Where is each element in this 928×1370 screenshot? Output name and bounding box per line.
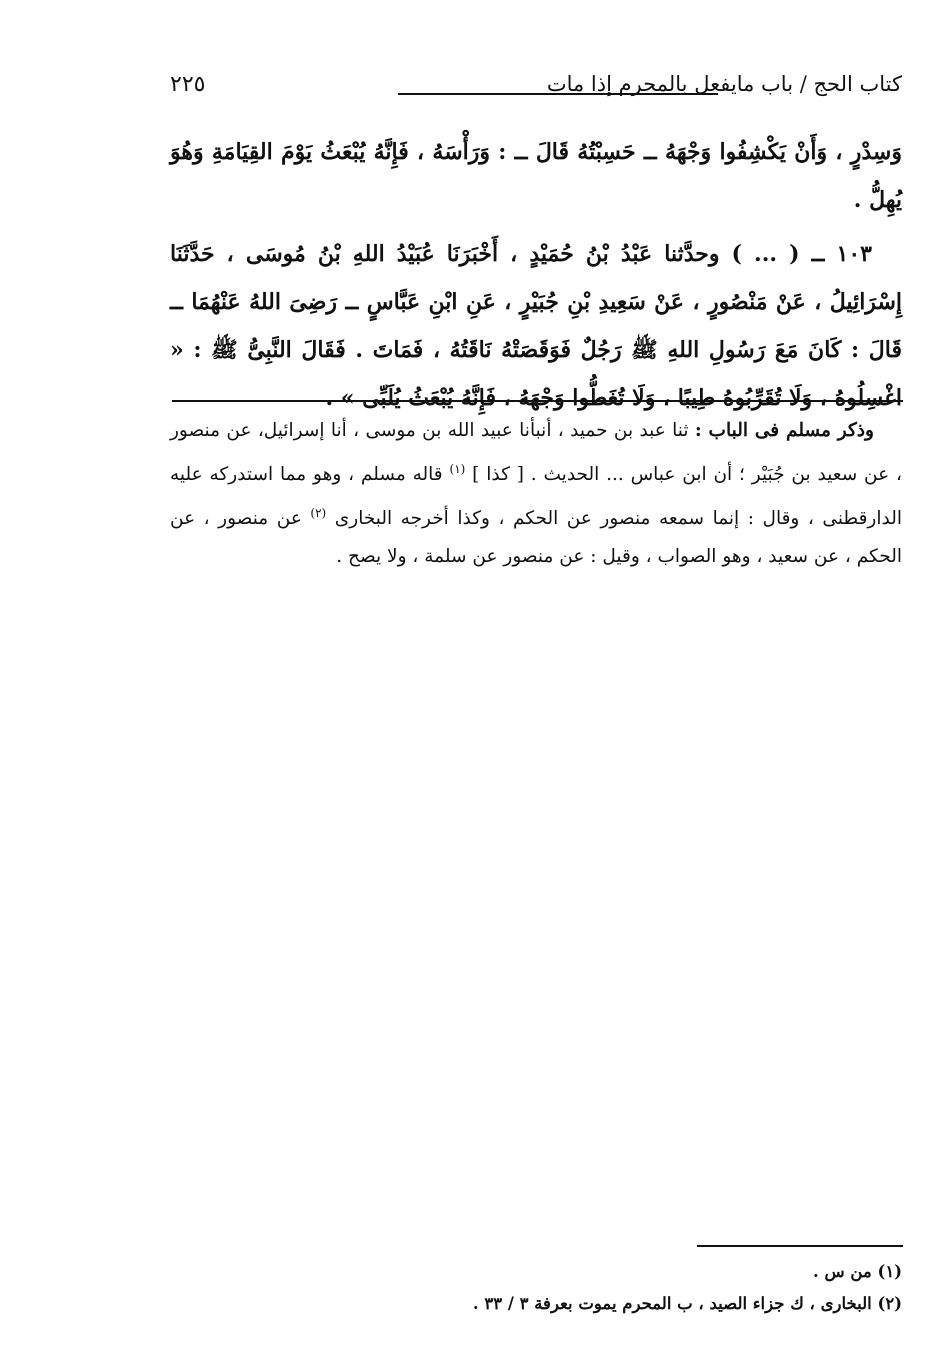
commentary-text-2: قاله مسلم ، وهو مما استدركه عليه الدارقطنى ، وقال : إنما سمعه منصور عن الحكم ، وكذا أخرجه البخارى — [170, 464, 902, 530]
page-header — [170, 72, 902, 108]
hadith-103-paragraph: ١٠٣ ــ ( ... ) وحدَّثنا عَبْدُ بْنُ حُمَيْدٍ ، أَخْبَرَنَا عُبَيْدُ اللهِ بْنُ مُوسَى ، حَدَّثَنَا إِسْرَائِيلُ ، عَنْ مَنْصُورٍ ، عَنْ سَعِيدِ بْنِ جُبَيْرٍ ، عَنِ ابْنِ عَبَّاسٍ ــ رَضِىَ اللهُ عَنْهُمَا ــ قَالَ : كَانَ مَعَ رَسُولِ اللهِ ﷺ رَجُلٌ فَوَقَصَتْهُ نَاقَتُهُ ، فَمَاتَ . فَقَالَ النَّبِىُّ ﷺ : « اغْسِلُوهُ ، وَلَا تُقَرِّبُوهُ طِيبًا ، وَلَا تُغَطُّوا وَجْهَهُ ، فَإِنَّهُ يُبْعَثُ يُلَبِّى » . — [170, 241, 902, 411]
commentary-lead: وذكر مسلم فى الباب : — [694, 420, 874, 441]
commentary-text-3: عن منصور ، عن الحكم ، عن سعيد ، وهو الصواب ، وقيل : عن منصور عن سلمة ، ولا يصح . — [170, 508, 902, 568]
running-title: كتاب الحج / باب مايفعل بالمحرم إذا مات — [546, 72, 902, 96]
commentary-text-1: ثنا عبد بن حميد ، أنبأنا عبيد الله بن موسى ، أنا إسرائيل، عن منصور ، عن سعيد بن جُبَيْر ؛ أن ابن عباس ... الحديث . [ كذا ] — [170, 420, 902, 486]
footnote-ref-2: (٢) — [310, 506, 327, 521]
continuation-paragraph: وَسِدْرٍ ، وَأَنْ يَكْشِفُوا وَجْهَهُ ــ حَسِبْتُهُ قَالَ ــ : وَرَأْسَهُ ، فَإِنَّهُ يُبْعَثُ يَوْمَ القِيَامَةِ وَهُوَ يُهِلُّ . — [170, 139, 902, 213]
section-divider — [172, 400, 903, 402]
commentary-paragraph — [170, 412, 902, 576]
footnote-rule — [697, 1245, 903, 1247]
page-number: ٢٢٥ — [170, 72, 206, 97]
commentary — [170, 412, 902, 576]
main-text — [170, 128, 902, 422]
footnote-ref-1: (١) — [449, 462, 466, 476]
footnote-1: (١) من س . — [812, 1262, 902, 1281]
footnote-2: (٢) البخارى ، ك جزاء الصيد ، ب المحرم يموت بعرفة ٣ / ٣٣ . — [472, 1294, 902, 1313]
footnotes — [170, 1256, 902, 1320]
